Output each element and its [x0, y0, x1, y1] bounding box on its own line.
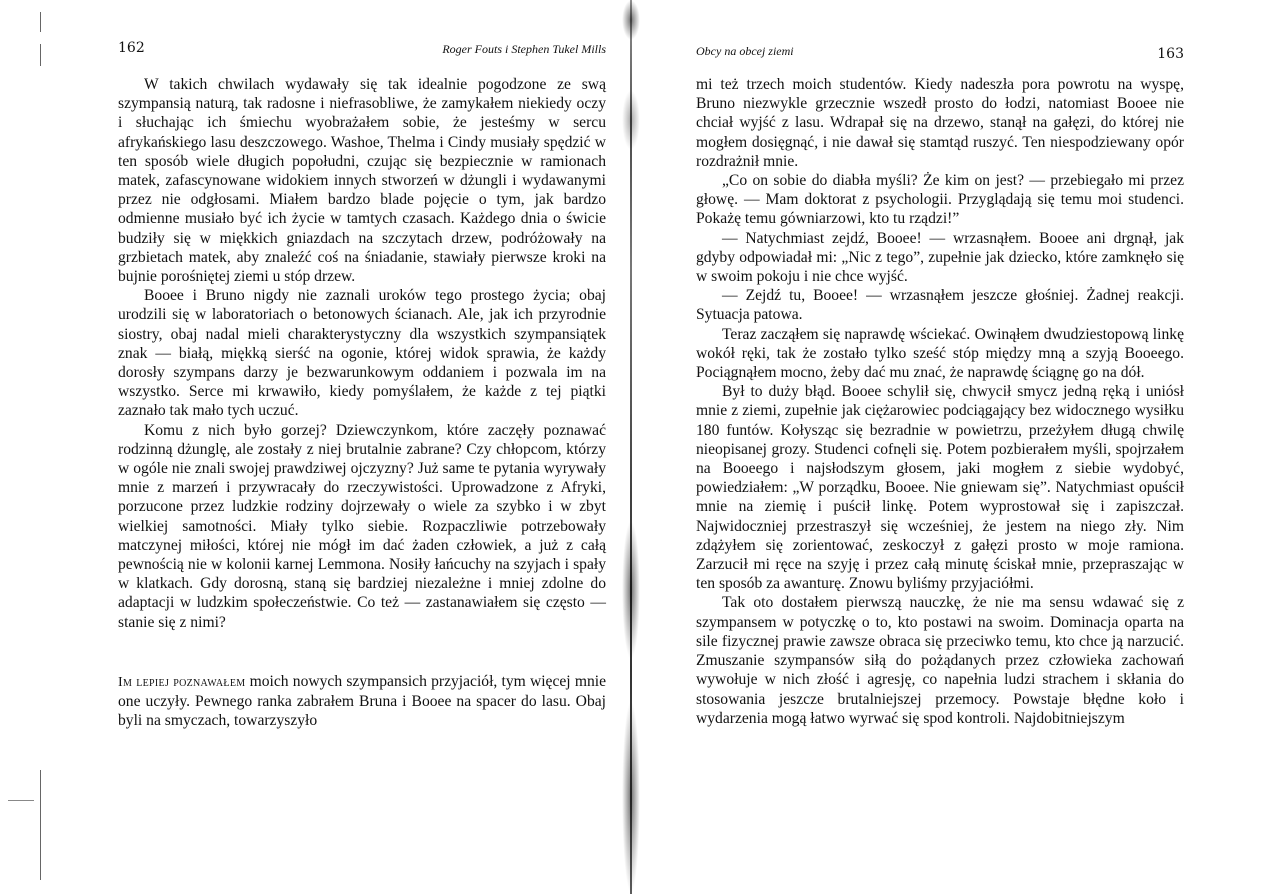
right-text-column [696, 75, 1184, 728]
right-continued-paragraph: mi też trzech moich studentów. Kiedy nadeszła pora powrotu na wyspę, Bruno niezwykle grzecznie wszedł prosto do łodzi, natomiast Booee nie chciał wyjść z lasu. Wdrapał się na drzewo, stanął na gałęzi, do której nie mogłem dosięgnąć, i nie dawał się stamtąd ruszyć. Ten niespodziewany opór rozdrażnił mnie. [696, 76, 1184, 170]
left-text-column [118, 75, 606, 731]
left-page [0, 0, 628, 894]
right-paragraph: Tak oto dostałem pierwszą nauczkę, że nie ma sensu wdawać się z szympansem w potyczkę o to, kto postawi na swoim. Dominacja oparta na sile fizycznej prawie zawsze obraca się przeciwko temu, kto chce ją narzucić. Zmuszanie szympansów siłą do pożądanych przez człowieka zachowań wywołuje w nich złość i agresję, co napełnia ludzi strachem i skłania do stosowania jeszcze brutalniejszej przemocy. Powstaje błędne koło i wydarzenia mogą łatwo wyrwać się spod kontroli. Najdobitniejszym [696, 594, 1184, 727]
right-paragraph: „Co on sobie do diabła myśli? Że kim on jest? — przebiegało mi przez głowę. — Mam doktorat z psychologii. Przyglądają się temu moi studenci. Pokażę temu gówniarzowi, kto tu rządzi!” [696, 172, 1184, 228]
right-paragraph: — Natychmiast zejdź, Booee! — wrzasnąłem. Booee ani drgnął, jak gdyby odpowiadał mi: „Nic z tego”, zupełnie jak dziecko, które zamknęło się w swoim pokoju i nie chce wyjść. [696, 229, 1184, 286]
left-paragraph: Booee i Bruno nigdy nie zaznali uroków tego prostego życia; obaj urodzili się w laboratoriach o betonowych ścianach. Ale, jak ich przyrodnie siostry, obaj nadal mieli charakterystyczny dla wszystkich szympansiątek znak — białą, miękką sierść na ogonie, której widok sprawia, że każdy dorosły szympans darzy je bezwarunkowym oddaniem i pozwala im na wszystko. Serce mi krwawiło, kiedy pomyślałem, że każde z tej piątki zaznało tak mało tych uczuć. [118, 287, 606, 420]
section-opening-paragraph [118, 672, 606, 731]
left-paragraph: Komu z nich było gorzej? Dziewczynkom, które zaczęły poznawać rodzinną dżunglę, ale zostały z niej brutalnie zabrane? Czy chłopcom, którzy w ogóle nie znali swojej prawdziwej ojczyzny? Już same te pytania wyrywały mnie z marzeń i przywracały do rzeczywistości. Uprowadzone z Afryki, porzucone przez ludzkie rodziny dojrzewały o wiele za szybko i w zbyt wielkiej samotności. Miały tylko siebie. Rozpaczliwie potrzebowały matczynej miłości, której nie mógł im dać żaden człowiek, a już z całą pewnością nie w kolonii karnej Lemmona. Nosiły łańcuchy na szyjach i spały w klatkach. Gdy dorosną, staną się bardziej niezależne i mniej zdolne do adaptacji w ludzkim społeczeństwie. Co też — zastanawiałem się często — stanie się z nimi? [118, 421, 606, 631]
right-paragraph: — Zejdź tu, Booee! — wrzasnąłem jeszcze głośniej. Żadnej reakcji. Sytuacja patowa. [696, 287, 1184, 324]
right-paragraph: Był to duży błąd. Booee schylił się, chwycił smycz jedną ręką i uniósł mnie z ziemi, zupełnie jak ciężarowiec podciągający bez widocznego wysiłku 180 funtów. Kołysząc się bezradnie w powietrzu, przeżyłem długą chwilę nieopisanej grozy. Studenci cofnęli się. Potem pozbierałem myśli, spojrzałem na Booeego i najsłodszym głosem, jaki mogłem z siebie wydobyć, powiedziałem: „W porządku, Booee. Nie gniewam się”. Natychmiast opuścił mnie na ziemię i puścił linkę. Potem wyprostował się i zapiszczał. Najwidoczniej przestraszył się wcześniej, że jestem na niego zły. Nim zdążyłem się zorientować, zeskoczył z gałęzi prosto w moje ramiona. Zarzucił mi ręce na szyję i przez całą minutę ściskał mnie, przepraszając w ten sposób za awanturę. Znowu byliśmy przyjaciółmi. [696, 383, 1184, 593]
left-page-number: 162 [118, 40, 145, 56]
right-page-number: 163 [1157, 46, 1184, 62]
section-lead-smallcaps: Im lepiej poznawałem [118, 674, 246, 690]
right-paragraph: Teraz zacząłem się naprawdę wściekać. Owinąłem dwudziestopową linkę wokół ręki, tak że zostało tylko sześć stóp między mną a szyją Booeego. Pociągnąłem mocno, żeby dać mu znać, że naprawdę ściągnę go na dół. [696, 325, 1184, 382]
right-running-head: Obcy na obcej ziemi [696, 44, 794, 58]
left-running-head: Roger Fouts i Stephen Tukel Mills [442, 42, 606, 56]
right-page [634, 0, 1262, 894]
left-paragraph: W takich chwilach wydawały się tak idealnie pogodzone ze swą szympansią naturą, tak radosne i niefrasobliwe, że zamykałem niekiedy oczy i słuchając ich śmiechu wyobrażałem sobie, że jesteśmy w sercu afrykańskiego lasu deszczowego. Washoe, Thelma i Cindy musiały spędzić w ten sposób wiele długich popołudni, czując się bezpiecznie w ramionach matek, zafascynowane widokiem innych stworzeń w dżungli i wydawanymi przez nie odgłosami. Miałem bardzo blade pojęcie o tym, jak bardzo odmienne musiało być ich życie w tamtych czasach. Każdego dnia o świcie budziły się w miękkich gniazdach na szczytach drzew, podróżowały na grzbietach matek, aby znaleźć coś na śniadanie, stawiały pierwsze kroki na bujnie porośniętej ziemi u stóp drzew. [118, 76, 606, 286]
section-opening-text: moich nowych szympansich przyjaciół, tym więcej mnie one uczyły. Pewnego ranka zabrałem Bruna i Booee na spacer do lasu. Obaj byli na smyczach, towarzyszyło [118, 672, 606, 730]
section-break [118, 632, 606, 672]
